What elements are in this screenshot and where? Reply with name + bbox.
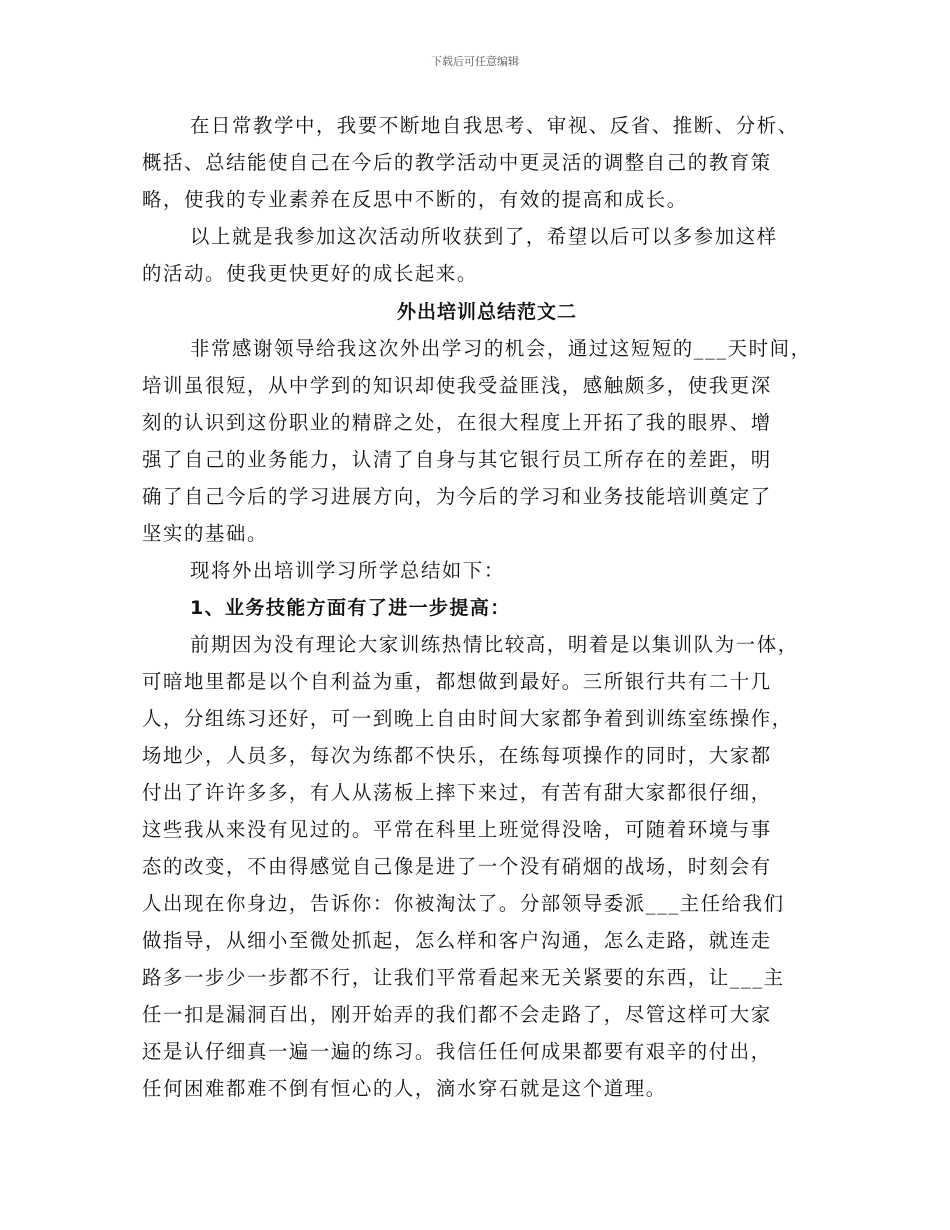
text-line: 人，分组练习还好，可一到晚上自由时间大家都争着到训练室练操作， — [142, 707, 793, 730]
text-line: 做指导，从细小至微处抓起，怎么样和客户沟通，怎么走路，就连走 — [142, 929, 772, 952]
text-line: 场地少，人员多，每次为练都不快乐，在练每项操作的同时，大家都 — [142, 744, 772, 767]
text-line: 非常感谢领导给我这次外出学习的机会，通过这短短的___天时间， — [190, 337, 812, 360]
text-line: 刻的认识到这份职业的精辟之处，在很大程度上开拓了我的眼界、增 — [142, 411, 772, 434]
subheading: 1、业务技能方面有了进一步提高： — [190, 597, 511, 619]
text-line: 付出了许许多多，有人从荡板上摔下来过，有苦有甜大家都很仔细， — [142, 781, 772, 804]
text-line: 人出现在你身边，告诉你：你被淘汰了。分部领导委派___主任给我们 — [142, 892, 785, 915]
text-line: 确了自己今后的学习进展方向，为今后的学习和业务技能培训奠定了 — [142, 485, 772, 508]
text-line: 还是认仔细真一遍一遍的练习。我信任任何成果都要有艰辛的付出， — [142, 1040, 772, 1063]
text-line: 以上就是我参加这次活动所收获到了，希望以后可以多参加这样 — [190, 225, 778, 248]
section-title: 外出培训总结范文二 — [396, 301, 577, 323]
text-line: 的活动。使我更快更好的成长起来。 — [142, 262, 478, 285]
text-line: 概括、总结能使自己在今后的教学活动中更灵活的调整自己的教育策 — [142, 151, 772, 174]
text-line: 现将外出培训学习所学总结如下： — [190, 559, 505, 582]
text-line: 这些我从来没有见过的。平常在科里上班觉得没啥，可随着环境与事 — [142, 818, 772, 841]
text-line: 前期因为没有理论大家训练热情比较高，明着是以集训队为一体， — [190, 633, 799, 656]
page-header: 下载后可任意编辑 — [431, 55, 519, 68]
text-line: 坚实的基础。 — [142, 522, 268, 545]
text-line: 任一扣是漏洞百出，刚开始弄的我们都不会走路了，尽管这样可大家 — [142, 1003, 772, 1026]
text-line: 略，使我的专业素养在反思中不断的，有效的提高和成长。 — [142, 188, 688, 211]
text-line: 培训虽很短，从中学到的知识却使我受益匪浅，感触颇多，使我更深 — [142, 374, 772, 397]
text-line: 强了自己的业务能力，认清了自身与其它银行员工所存在的差距，明 — [142, 448, 772, 471]
text-line: 任何困难都难不倒有恒心的人，滴水穿石就是这个道理。 — [142, 1077, 667, 1100]
text-line: 态的改变，不由得感觉自己像是进了一个没有硝烟的战场，时刻会有 — [142, 855, 772, 878]
text-line: 在日常教学中，我要不断地自我思考、审视、反省、推断、分析、 — [190, 114, 799, 137]
text-line: 路多一步少一步都不行，让我们平常看起来无关紧要的东西，让___主 — [142, 966, 785, 989]
text-line: 可暗地里都是以个自利益为重，都想做到最好。三所银行共有二十几 — [142, 670, 772, 693]
